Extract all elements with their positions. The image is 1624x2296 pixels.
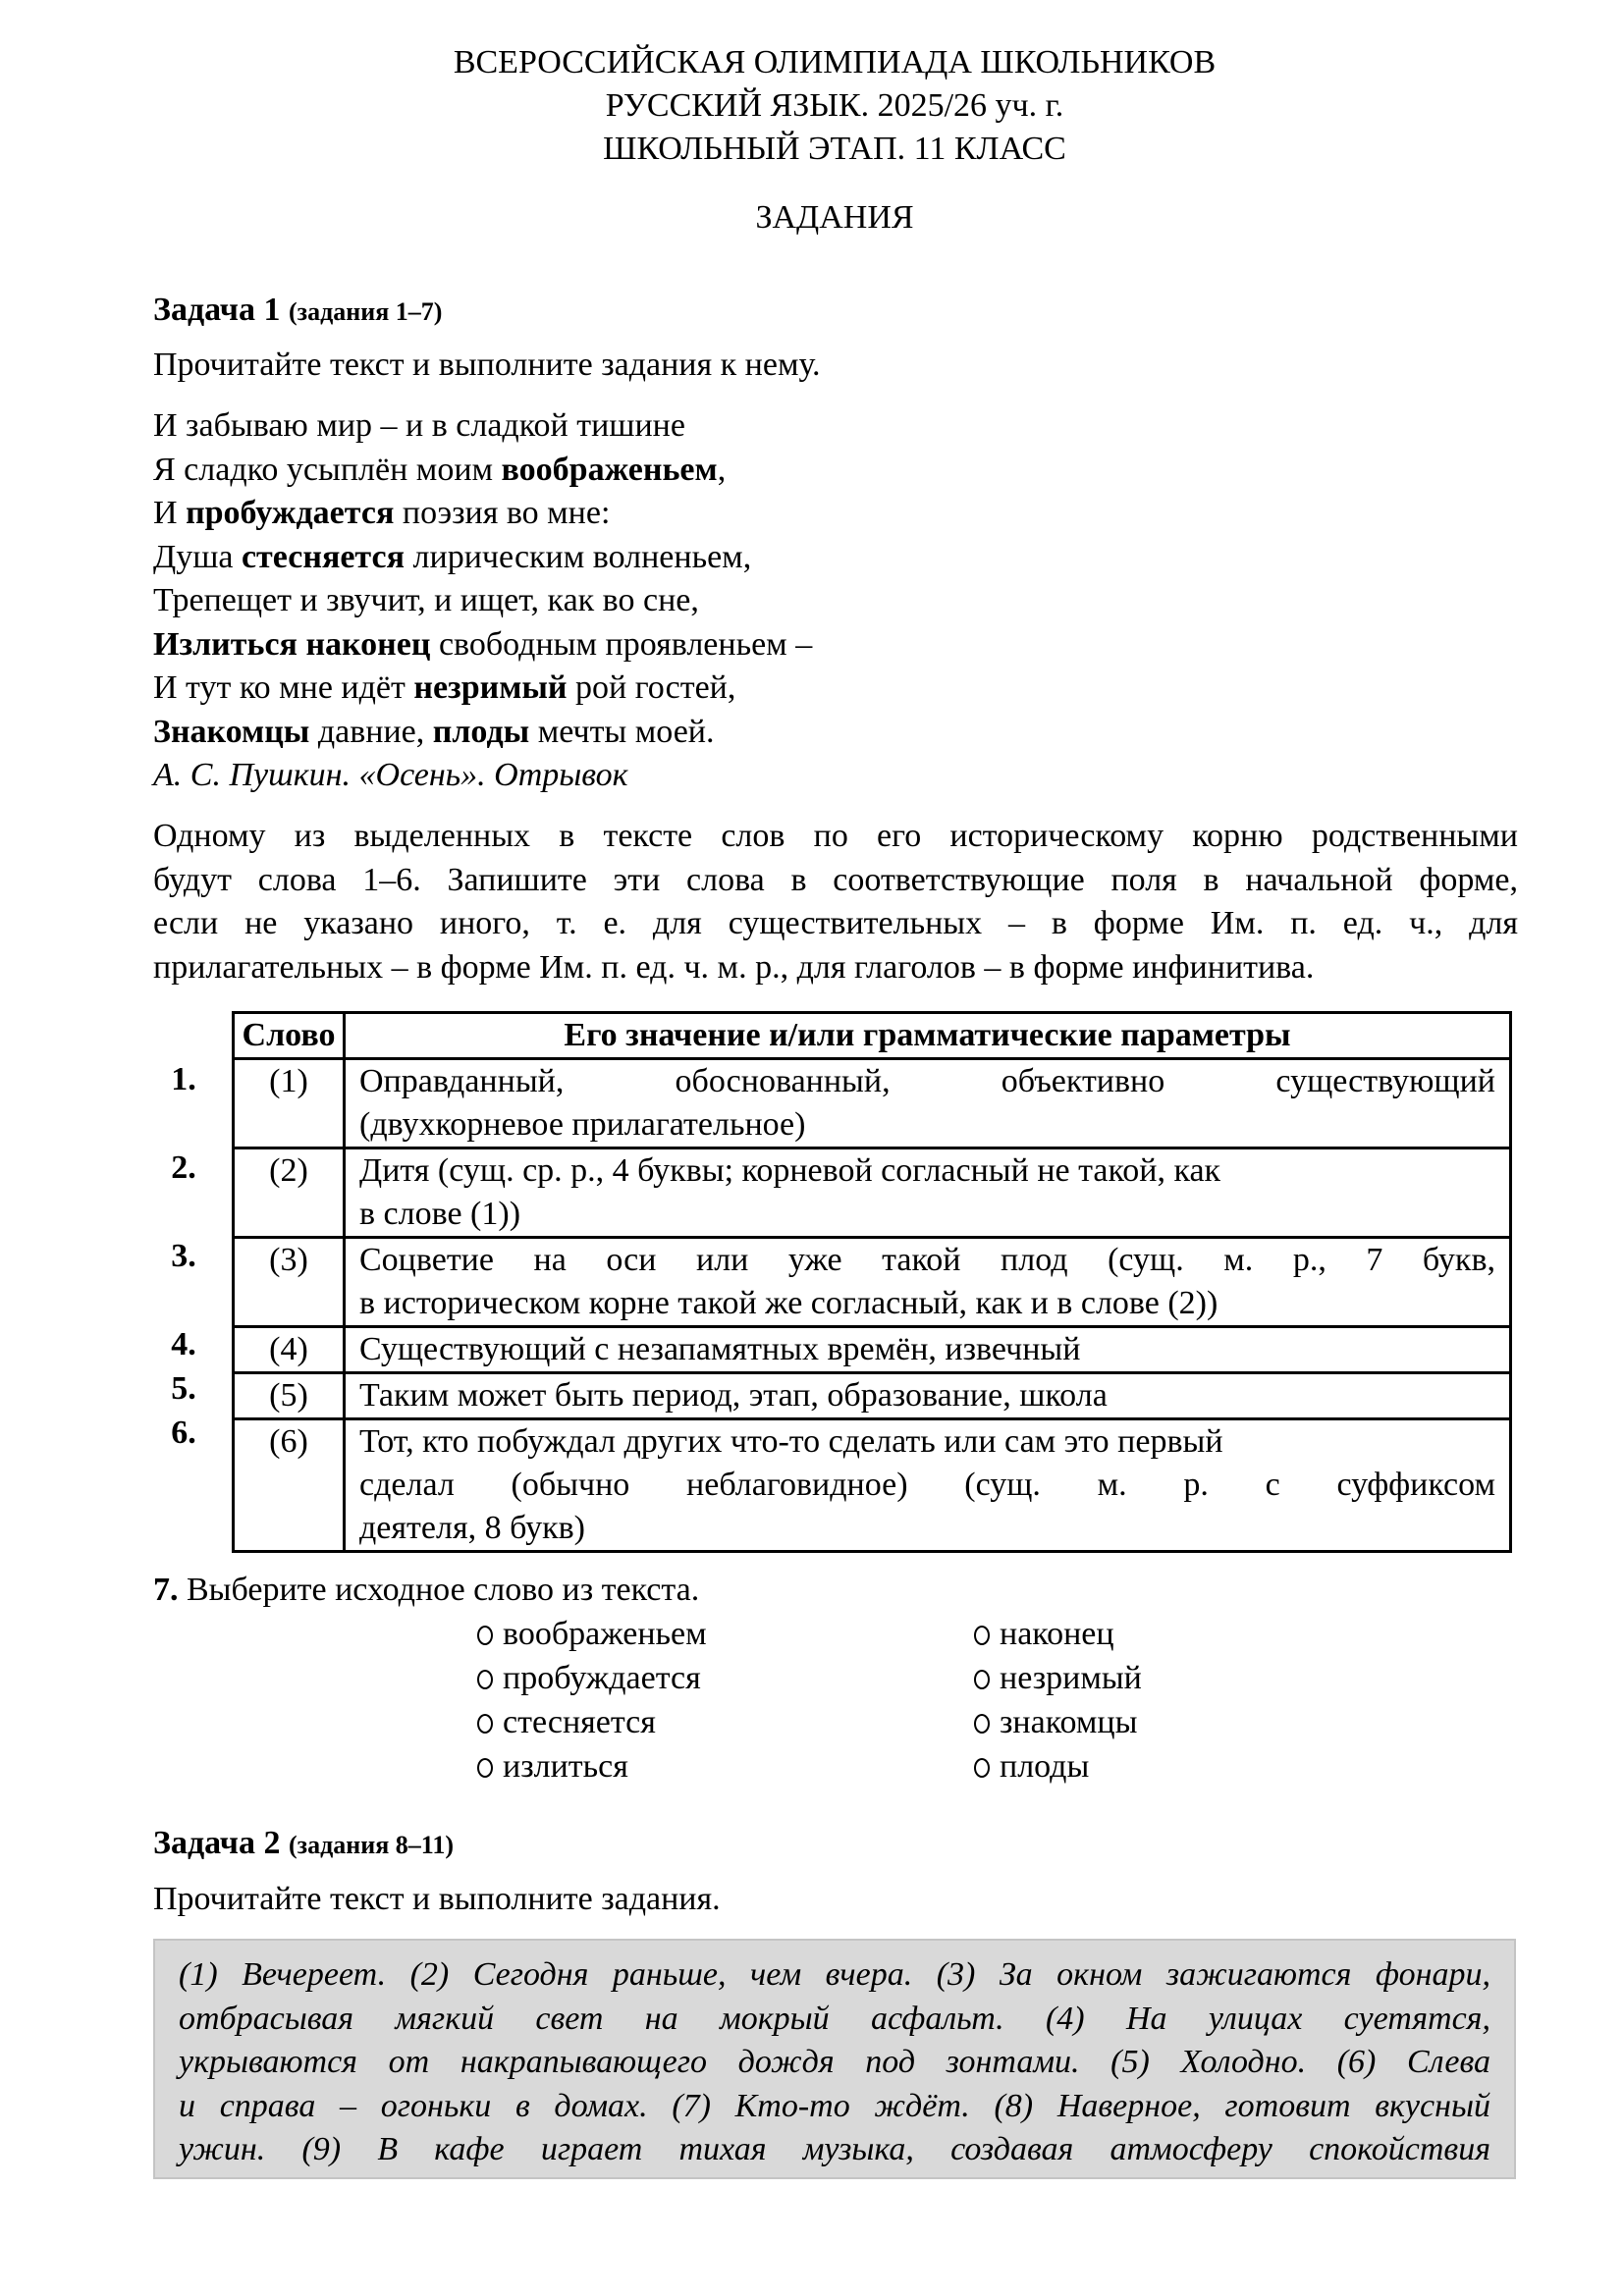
task2-instruction: Прочитайте текст и выполните задания. — [153, 1881, 721, 1917]
words-table — [232, 1011, 1512, 1553]
meaning-cell: Таким может быть период, этап, образование, школа — [345, 1373, 1511, 1419]
radio-circle-icon[interactable] — [974, 1626, 990, 1645]
highlighted-word: Излиться наконец — [153, 625, 431, 663]
stage-grade: ШКОЛЬНЫЙ ЭТАП. 11 КЛАСС — [603, 131, 1066, 167]
table-row — [234, 1419, 1511, 1552]
poem-line: Трепещет и звучит, и ищет, как во сне, — [153, 582, 699, 618]
task1-heading — [153, 289, 1518, 334]
highlighted-word: Знакомцы — [153, 713, 310, 750]
table-header-row — [234, 1013, 1511, 1059]
question-7 — [153, 1569, 1518, 1612]
poem — [153, 404, 1518, 798]
task2-subtitle: (задания 8–11) — [288, 1831, 454, 1859]
table-row — [234, 1327, 1511, 1373]
column-header-word: Слово — [234, 1013, 345, 1059]
meaning-cell: Существующий с незапамятных времён, извечный — [345, 1327, 1511, 1373]
word-slot: (2) — [234, 1148, 345, 1238]
column-header-meaning: Его значение и/или грамматические параметры — [345, 1013, 1511, 1059]
option-radio[interactable]: незримый — [974, 1657, 1142, 1700]
word-slot: (3) — [234, 1238, 345, 1327]
row-number: 5. — [171, 1370, 196, 1407]
radio-circle-icon[interactable] — [477, 1670, 493, 1689]
poem-line: И тут ко мне идёт незримый рой гостей, — [153, 669, 736, 706]
option-radio[interactable]: наконец — [974, 1613, 1114, 1656]
task1-subtitle: (задания 1–7) — [288, 297, 443, 326]
row-number: 6. — [171, 1415, 196, 1451]
option-radio[interactable]: пробуждается — [477, 1657, 701, 1700]
olympiad-title: ВСЕРОССИЙСКАЯ ОЛИМПИАДА ШКОЛЬНИКОВ — [453, 44, 1217, 80]
radio-circle-icon[interactable] — [477, 1626, 493, 1645]
word-slot: (4) — [234, 1327, 345, 1373]
poem-line: Душа стесняется лирическим волненьем, — [153, 538, 752, 575]
task1-instruction: Прочитайте текст и выполните задания к нему. — [153, 347, 821, 383]
radio-circle-icon[interactable] — [477, 1758, 493, 1778]
text-excerpt: (1) Вечереет. (2) Сегодня раньше, чем вчера. (3) За окном зажигаются фонари, отбрасывая мягкий свет на мокрый асфальт. (4) На улицах суетятся, укрываются от накрапывающего дождя под зонтами. (5) Холодно. (6) Слева и справа – огоньки в домах. (7) Кто-то ждёт. (8) Наверное, готовит вкусный ужин. (9) В кафе играет тихая музыка, создавая атмосферу спокойствия — [179, 1956, 1490, 2167]
question-number: 7. — [153, 1572, 179, 1608]
table-row — [234, 1059, 1511, 1148]
radio-circle-icon[interactable] — [974, 1758, 990, 1778]
meaning-cell: Тот, кто побуждал других что-то сделать или сам это первый сделал (обычно неблаговидное) (сущ. м. р. с суффиксом деятеля, 8 букв) — [345, 1419, 1511, 1552]
meaning-cell: Оправданный, обоснованный, объективно существующий (двухкорневое прилагательное) — [345, 1059, 1511, 1148]
question-text: Выберите исходное слово из текста. — [178, 1572, 700, 1608]
radio-circle-icon[interactable] — [974, 1670, 990, 1689]
radio-circle-icon[interactable] — [974, 1714, 990, 1734]
word-slot: (5) — [234, 1373, 345, 1419]
task2-title: Задача 2 — [153, 1825, 281, 1861]
word-slot: (6) — [234, 1419, 345, 1552]
meaning-cell: Соцветие на оси или уже такой плод (сущ. м. р., 7 букв, в историческом корне такой же согласный, как и в слове (2)) — [345, 1238, 1511, 1327]
highlighted-word: незримый — [413, 669, 568, 706]
option-radio[interactable]: знакомцы — [974, 1701, 1137, 1744]
poem-source: А. С. Пушкин. «Осень». Отрывок — [153, 757, 628, 793]
task2-heading — [153, 1822, 1518, 1867]
radio-circle-icon[interactable] — [477, 1714, 493, 1734]
poem-line: И забываю мир – и в сладкой тишине — [153, 407, 685, 444]
row-number: 4. — [171, 1326, 196, 1362]
option-radio[interactable]: воображеньем — [477, 1613, 707, 1656]
table-row — [234, 1238, 1511, 1327]
row-number: 2. — [171, 1149, 196, 1186]
option-radio[interactable]: излиться — [477, 1745, 628, 1789]
section-title: ЗАДАНИЯ — [755, 199, 914, 236]
subject-year: РУССКИЙ ЯЗЫК. 2025/26 уч. г. — [605, 87, 1064, 124]
row-number: 1. — [171, 1061, 196, 1097]
meaning-cell: Дитя (сущ. ср. р., 4 буквы; корневой согласный не такой, как в слове (1)) — [345, 1148, 1511, 1238]
task1-description: Одному из выделенных в тексте слов по его историческому корню родственными будут слова 1–6. Запишите эти слова в соответствующие поля в начальной форме, если не указано иного, т. е. для существительных – в форме Им. п. ед. ч., для прилагательных – в форме Им. п. ед. ч. м. р., для глаголов – в форме инфинитива. — [153, 818, 1518, 986]
row-number: 3. — [171, 1238, 196, 1274]
word-slot: (1) — [234, 1059, 345, 1148]
highlighted-word: плоды — [432, 713, 530, 750]
poem-line: Излиться наконец свободным проявленьем – — [153, 625, 813, 663]
highlighted-word: стесняется — [241, 538, 406, 575]
poem-line: И пробуждается поэзия во мне: — [153, 495, 611, 531]
poem-line: Знакомцы давние, плоды мечты моей. — [153, 713, 715, 750]
table-row — [234, 1148, 1511, 1238]
poem-line: Я сладко усыплён моим воображеньем, — [153, 451, 727, 488]
task1-title: Задача 1 — [153, 292, 281, 328]
highlighted-word: воображеньем — [501, 451, 718, 488]
option-radio[interactable]: стесняется — [477, 1701, 656, 1744]
table-row — [234, 1373, 1511, 1419]
highlighted-word: пробуждается — [186, 495, 395, 531]
option-radio[interactable]: плоды — [974, 1745, 1089, 1789]
